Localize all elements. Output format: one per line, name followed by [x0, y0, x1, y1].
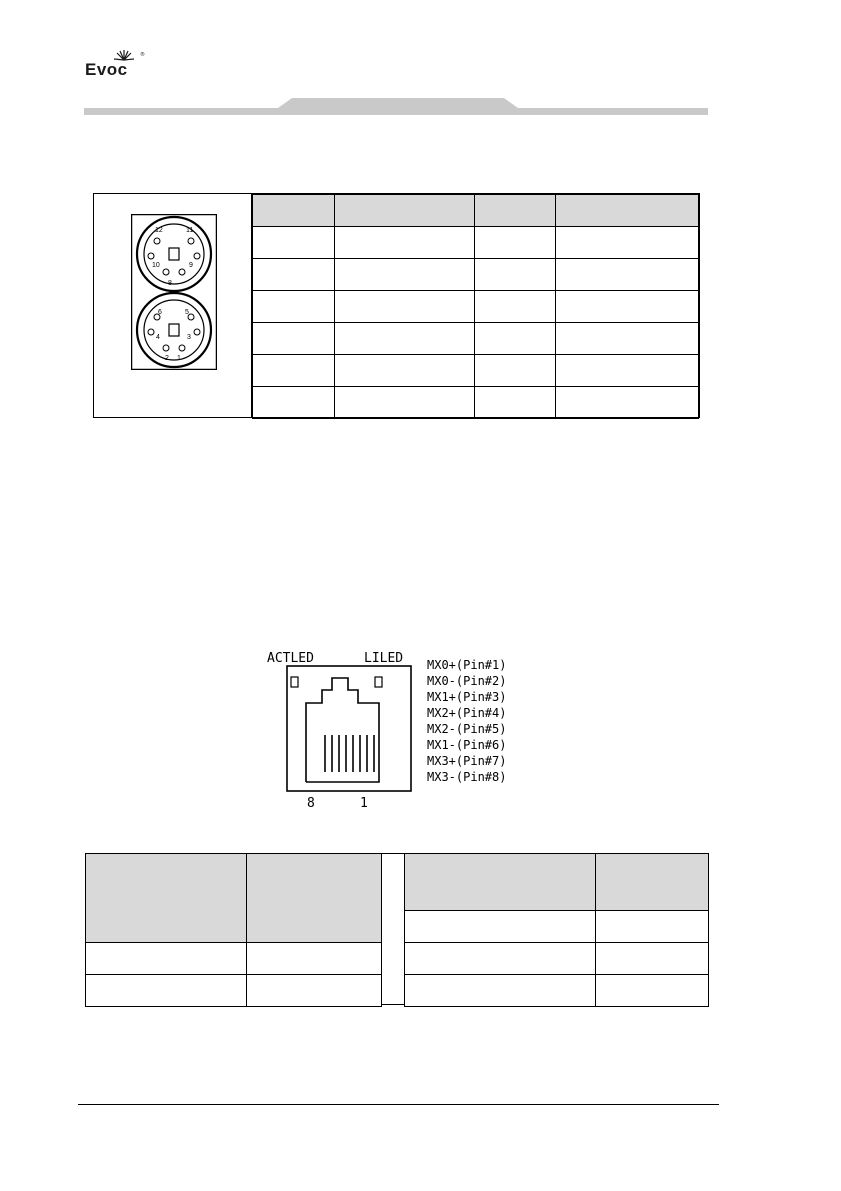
table-cell [405, 975, 596, 1007]
table-cell [253, 291, 335, 323]
header-cell [596, 854, 709, 911]
header-cell [247, 854, 382, 943]
table-cell [253, 387, 335, 419]
header-cell [405, 854, 596, 911]
act-led-label: ACTLED [267, 651, 314, 666]
pin-label-2: 2 [165, 355, 169, 362]
header-band [84, 96, 708, 120]
table-header-row [405, 854, 709, 911]
ps2-pin-table-block [93, 193, 700, 418]
table-cell [335, 355, 475, 387]
table-cell [475, 227, 555, 259]
table-cell [555, 259, 698, 291]
signal-label: MX1+(Pin#3) [427, 690, 507, 704]
pin-8-label: 8 [307, 796, 315, 811]
table-cell [335, 227, 475, 259]
link-led-label: LILED [364, 651, 404, 666]
signal-label: MX0-(Pin#2) [427, 674, 507, 688]
signal-label: MX1-(Pin#6) [427, 738, 507, 752]
table-gap [381, 853, 404, 1005]
ps2-connector-icon [131, 214, 217, 370]
table-row [253, 291, 699, 323]
table-row [253, 355, 699, 387]
pin-label-3: 3 [187, 334, 191, 341]
evoc-logo [84, 48, 154, 78]
rj45-jack-icon [287, 666, 411, 791]
footer-rule [78, 1104, 719, 1105]
table-cell [555, 355, 698, 387]
table-cell [475, 291, 555, 323]
table-cell [335, 323, 475, 355]
rj45-connector-diagram [262, 645, 552, 815]
table-cell [335, 259, 475, 291]
signal-label: MX3-(Pin#8) [427, 770, 507, 784]
pin-label-4: 4 [156, 334, 160, 341]
header-cell [253, 195, 335, 227]
signal-label: MX3+(Pin#7) [427, 754, 507, 768]
logo-starburst-icon [114, 50, 134, 60]
table-cell [555, 323, 698, 355]
table-row [253, 387, 699, 419]
table-row [405, 975, 709, 1007]
pin-label-1: 1 [177, 355, 181, 362]
table-cell [405, 943, 596, 975]
pin-label-9: 9 [189, 262, 193, 269]
led-table-left [85, 853, 382, 1007]
ps2-connector-cell [94, 194, 252, 417]
signal-label: MX2+(Pin#4) [427, 706, 507, 720]
table-header-row [86, 854, 382, 943]
table-cell [475, 259, 555, 291]
table-cell [405, 911, 596, 943]
table-row [253, 227, 699, 259]
table-row [253, 259, 699, 291]
header-cell [475, 195, 555, 227]
table-cell [475, 387, 555, 419]
table-row [86, 975, 382, 1007]
header-cell [555, 195, 698, 227]
table-cell [555, 387, 698, 419]
table-cell [555, 227, 698, 259]
table-cell [475, 323, 555, 355]
table-cell [555, 291, 698, 323]
table-row [405, 911, 709, 943]
pin-label-6: 6 [158, 309, 162, 316]
pin-label-8: 8 [168, 280, 172, 287]
table-cell [86, 943, 247, 975]
table-cell [596, 975, 709, 1007]
table-cell [335, 387, 475, 419]
pin-1-label: 1 [360, 796, 368, 811]
logo-wordmark: Evoc [85, 60, 128, 78]
table-cell [475, 355, 555, 387]
table-cell [247, 943, 382, 975]
pin-label-10: 10 [152, 262, 160, 269]
svg-text:®: ® [140, 52, 145, 58]
table-cell [335, 291, 475, 323]
table-cell [253, 259, 335, 291]
table-cell [596, 911, 709, 943]
ps2-pin-table [252, 194, 699, 419]
signal-label: MX2-(Pin#5) [427, 722, 507, 736]
table-header-row [253, 195, 699, 227]
led-table-right [404, 853, 709, 1007]
header-cell [86, 854, 247, 943]
pin-label-12: 12 [155, 227, 163, 234]
table-cell [253, 227, 335, 259]
pin-label-5: 5 [185, 309, 189, 316]
table-row [253, 323, 699, 355]
table-cell [596, 943, 709, 975]
pin-label-11: 11 [186, 227, 194, 234]
signal-label: MX0+(Pin#1) [427, 658, 507, 672]
table-cell [253, 323, 335, 355]
table-row [405, 943, 709, 975]
table-cell [253, 355, 335, 387]
table-cell [86, 975, 247, 1007]
table-cell [247, 975, 382, 1007]
header-cell [335, 195, 475, 227]
table-row [86, 943, 382, 975]
